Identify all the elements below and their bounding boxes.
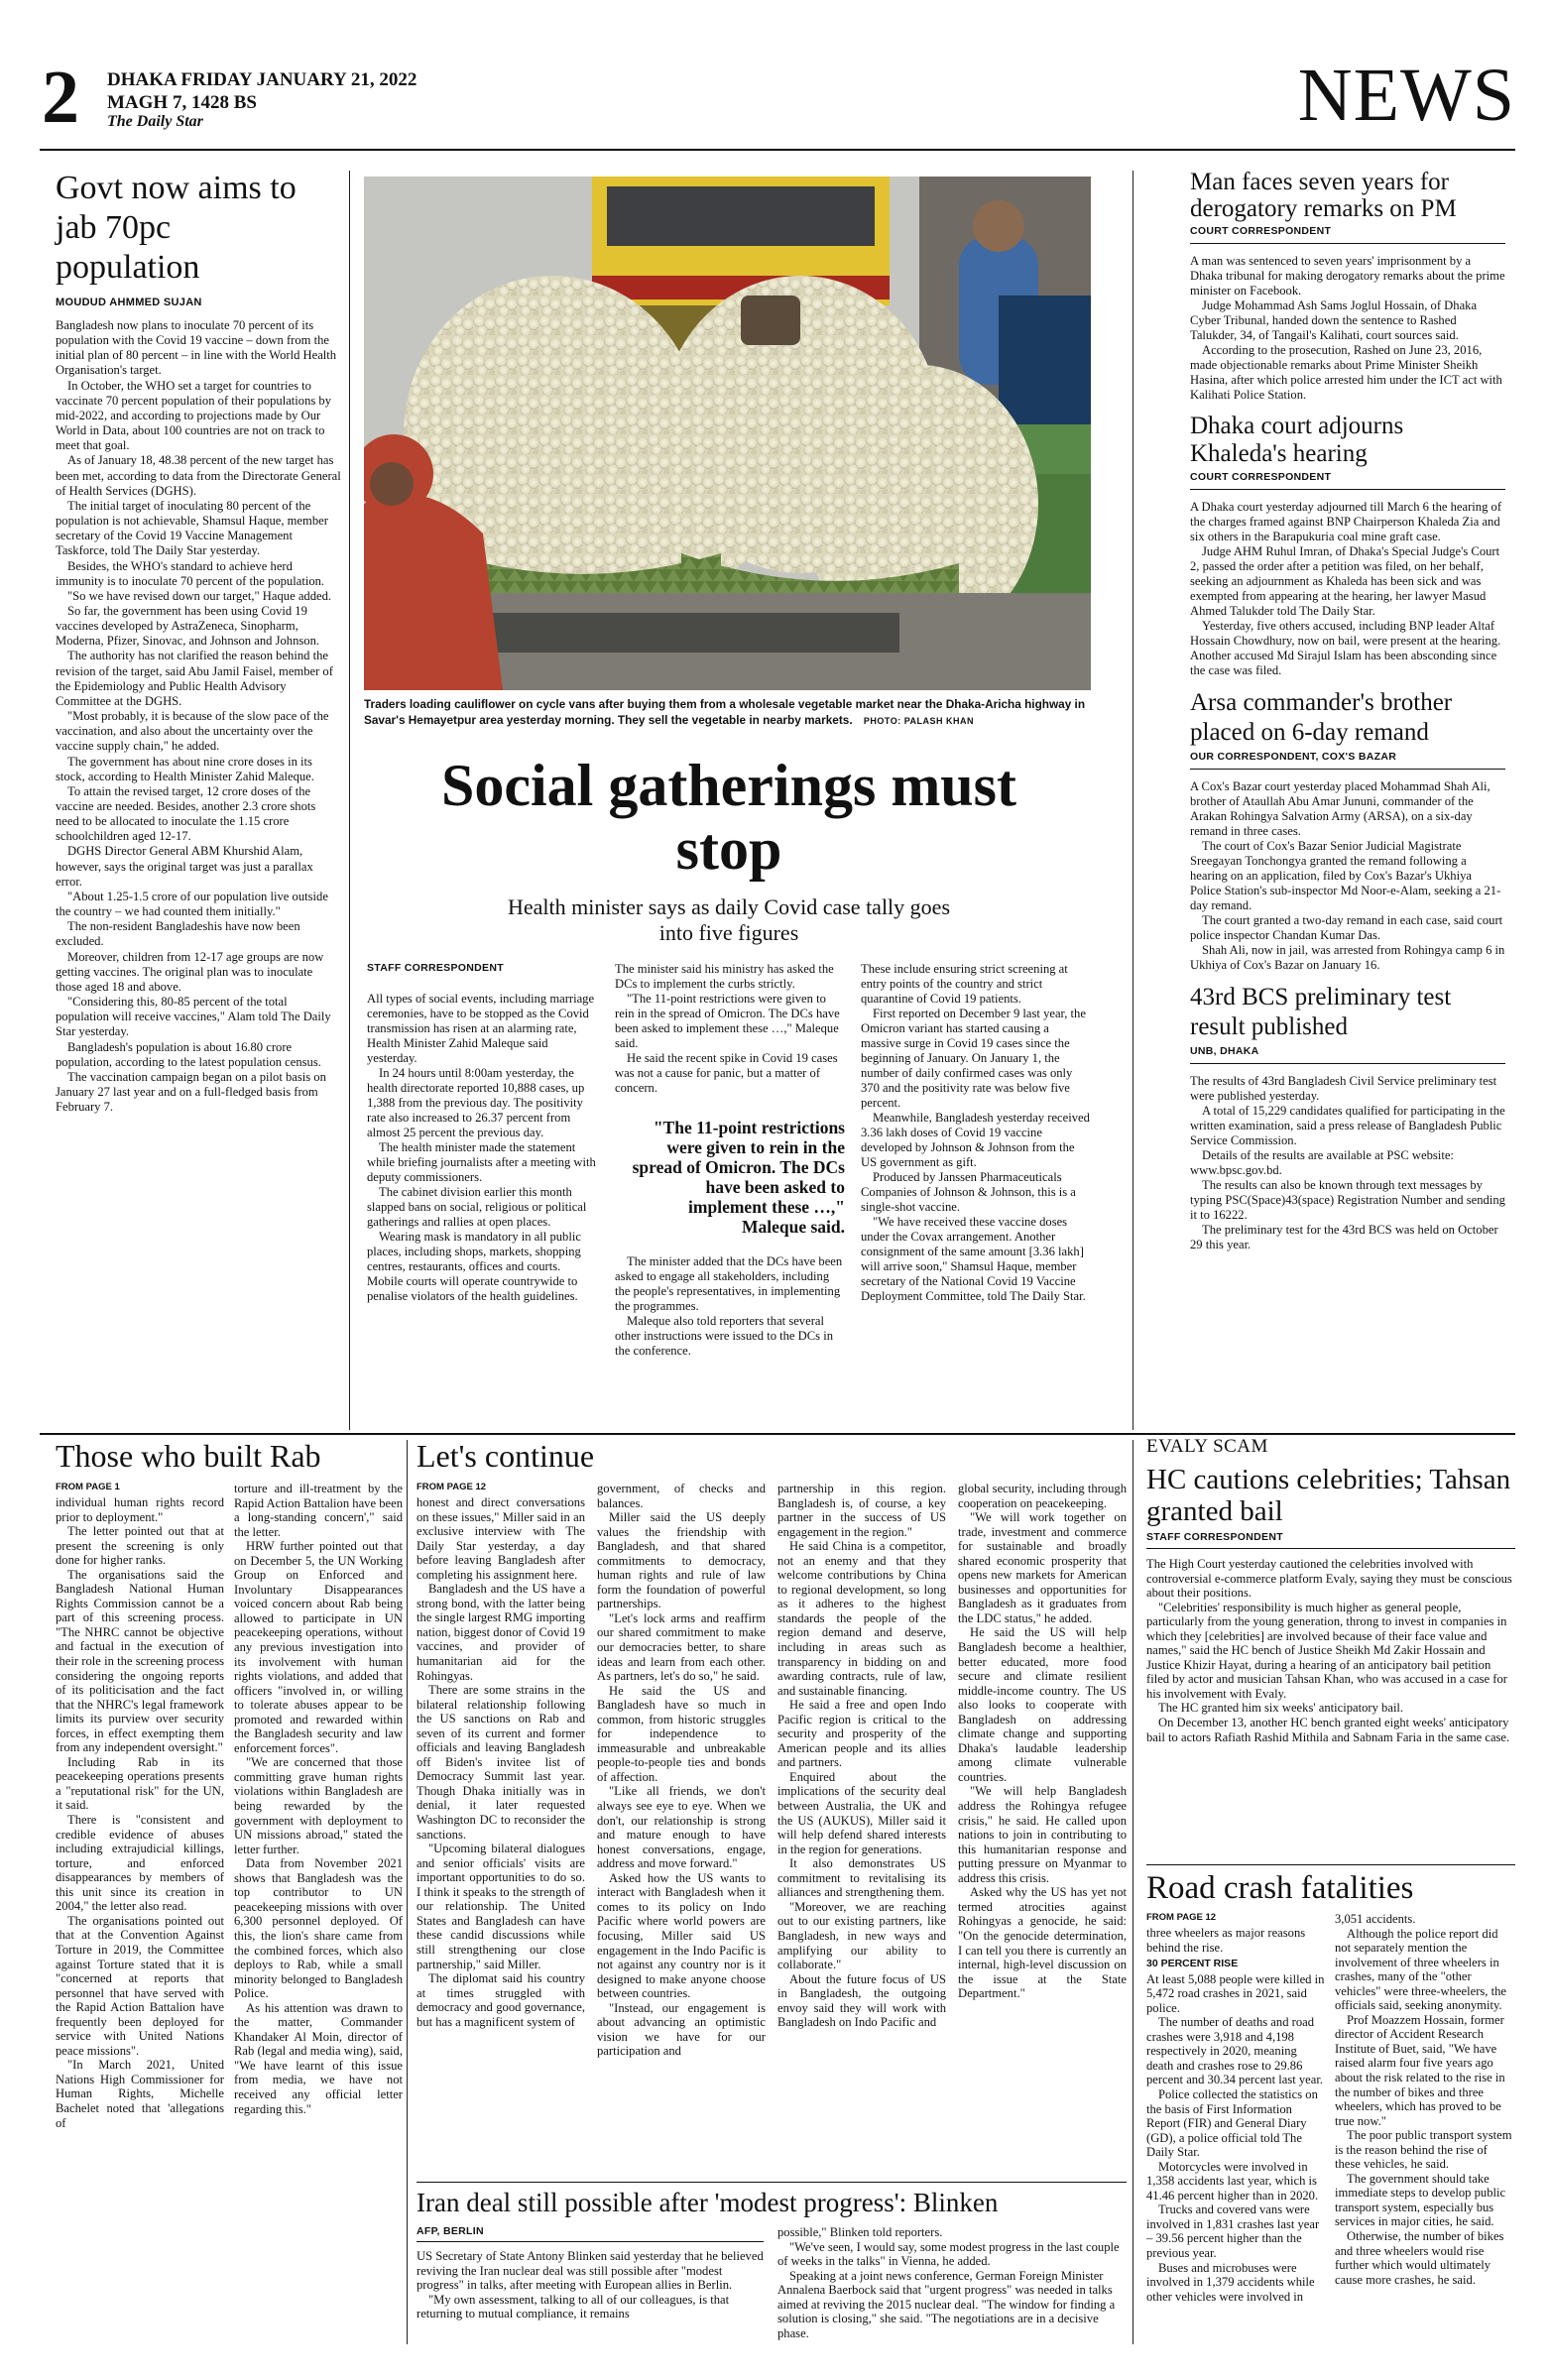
- paragraph: Bangladesh and the US have a strong bond, with the latter being the single largest RMG importing nation, biggest donor of Covid 19 vaccines, and provider of humanitarian aid for the Rohingyas.: [417, 1582, 586, 1683]
- evaly-story: [1146, 1436, 1515, 1744]
- paragraph: All types of social events, including marriage ceremonies, have to be stopped as the Covid transmission has risen at an alarming rate, Health Minister Zahid Maleque said yesterday.: [367, 992, 595, 1065]
- paragraph: Yesterday, five others accused, including BNP leader Altaf Hossain Chowdhury, now on bail, were present at the hearing. Another accused Md Sirajul Islam has been absconding since the case was filed.: [1190, 619, 1501, 677]
- masthead-rule: [40, 149, 1515, 151]
- interview-col-2: [597, 1482, 766, 2059]
- bangla-date: MAGH 7, 1428 BS: [107, 92, 257, 113]
- paragraph: US Secretary of State Antony Blinken said yesterday that he believed reviving the Iran nuclear deal was still possible after "modest progress" in talks, after meeting with European allies in Berlin.: [417, 2249, 764, 2293]
- photo-credit: PHOTO: PALASH KHAN: [863, 715, 975, 726]
- paragraph: DGHS Director General ABM Khurshid Alam, however, says the original target was just a parallax error.: [56, 844, 313, 889]
- paragraph: First reported on December 9 last year, the Omicron variant has started causing a massive surge in Covid 19 cases since the beginning of January. On January 1, the number of daily confirmed cases was only 370 and the positivity rate was below five percent.: [861, 1007, 1086, 1110]
- paragraph: "Like all friends, we don't always see eye to eye. When we don't, our relationship is strong and mature enough to have honest conversations, engage, address and move forward.": [597, 1784, 766, 1871]
- paragraph: He said the US and Bangladesh have so much in common, from historic struggles for independence to immeasurable and unbreakable people-to-people ties and bonds of affection.: [597, 1683, 766, 1784]
- bcs-headline: 43rd BCS preliminary test result published: [1190, 984, 1452, 1040]
- lead-byline: STAFF CORRESPONDENT: [367, 962, 504, 974]
- paragraph: The organisations said the Bangladesh National Human Rights Commission cannot be a part of this screening process. "The NHRC cannot be objective and factual in the execution of their role in the screening process considering the ongoing reports of its politicisation and the fact that the NHRC's legal framework limits its purview over security forces, in effect exempting them from any independent oversight.": [56, 1567, 224, 1755]
- khaleda-body: [1190, 500, 1505, 678]
- evaly-body: [1146, 1557, 1515, 1744]
- rab-col-1: [56, 1495, 224, 2130]
- paragraph: The poor public transport system is the reason behind the rise of these vehicles, he said.: [1335, 2128, 1512, 2172]
- iran-byline: AFP, BERLIN: [417, 2225, 484, 2237]
- paragraph: The letter pointed out that at present the screening is only done for higher ranks.: [56, 1524, 224, 1568]
- paragraph: He said the US will help Bangladesh become a healthier, better educated, more food secure and climate resilient middle-income country. The US also looks to cooperate with Bangladesh on addressing climate change and supporting Dhaka's laudable leadership among climate vulnerable countries.: [958, 1625, 1127, 1784]
- paragraph: A Cox's Bazar court yesterday placed Mohammad Shah Ali, brother of Ataullah Abu Amar Jununi, commander of the Arakan Rohingya Salvation Army (ARSA), on a six-day remand in three cases.: [1190, 779, 1490, 838]
- section-rule: [417, 2182, 1127, 2183]
- paragraph: The preliminary test for the 43rd BCS was held on October 29 this year.: [1190, 1223, 1498, 1251]
- paragraph: Although the police report did not separately mention the involvement of three wheelers in crashes, many of the "other vehicles" were three-wheelers, the officials said, seeking anonymity.: [1335, 1926, 1506, 2013]
- paragraph: Bangladesh now plans to inoculate 70 percent of its population with the Covid 19 vaccine – down from the initial plan of 80 percent – in line with the World Health Organisation's target.: [56, 318, 337, 378]
- paragraph: The number of deaths and road crashes were 3,918 and 4,198 respectively in 2020, meaning death and crashes rose to 29.86 percent and 30.34 percent last year.: [1146, 2015, 1323, 2087]
- iran-headline: Iran deal still possible after 'modest progress': Blinken: [417, 2188, 999, 2217]
- paragraph: He said the recent spike in Covid 19 cases was not a cause for panic, but a matter of concern.: [615, 1051, 838, 1095]
- vaccine-story: [56, 169, 341, 1115]
- column-divider: [407, 1440, 408, 2344]
- photo-caption: [364, 697, 1091, 729]
- paragraph: partnership in this region. Bangladesh is, of course, a key partner in the success of US engagement in the region.": [777, 1482, 946, 1539]
- paragraph: torture and ill-treatment by the Rapid Action Battalion have been a long-standing concern'," said the letter.: [234, 1482, 403, 1539]
- paragraph: A Dhaka court yesterday adjourned till March 6 the hearing of the charges framed against BNP Chairperson Khaleda Zia and six others in the Barapukuria coal mine graft case.: [1190, 500, 1502, 543]
- paragraph: Otherwise, the number of bikes and three wheelers would rise further which would ultimately cause more crashes, he said.: [1335, 2229, 1504, 2287]
- paragraph: 3,051 accidents.: [1335, 1912, 1416, 1926]
- paragraph: About the future focus of US in Bangladesh, the outgoing envoy said they will work with Bangladesh on Indo Pacific and: [777, 1971, 946, 2030]
- evaly-kicker: EVALY SCAM: [1146, 1436, 1268, 1457]
- paragraph: global security, including through cooperation on peacekeeping.: [958, 1482, 1127, 1510]
- lead-subhead: Health minister says as daily Covid case tally goes into five figures: [507, 894, 950, 945]
- paragraph: The cabinet division earlier this month slapped bans on social, religious or political gatherings and rallies at open places.: [367, 1185, 587, 1229]
- interview-col-4: [958, 1482, 1127, 2001]
- interview-col-3: [777, 1482, 946, 2030]
- byline-rule: [1190, 489, 1505, 490]
- paragraph: "In March 2021, United Nations High Commissioner for Human Rights, Michelle Bachelet noted that 'allegations of: [56, 2058, 224, 2130]
- paragraph: The results can also be known through text messages by typing PSC(Space)43(space) Registration Number and sending it to 16222.: [1190, 1178, 1505, 1222]
- paragraph: Motorcycles were involved in 1,358 accidents last year, which is 41.46 percent higher than in 2020.: [1146, 2159, 1319, 2202]
- evaly-headline: HC cautions celebrities; Tahsan granted bail: [1146, 1464, 1511, 1527]
- pm-remarks-byline: COURT CORRESPONDENT: [1190, 225, 1332, 237]
- lead-pullquote-attribution: Maleque said.: [741, 1217, 845, 1237]
- paragraph: In October, the WHO set a target for countries to vaccinate 70 percent population of their populations by mid-2022, and according to projections made by Our World in Data, about 100 countries are not on track to meet that goal.: [56, 378, 332, 453]
- section-rule: [40, 1433, 1515, 1435]
- pm-remarks-body: [1190, 254, 1505, 403]
- paragraph: Judge Mohammad Ash Sams Joglul Hossain, of Dhaka Cyber Tribunal, handed down the sentence to Rashed Talukder, 34, of Tangail's Kalihati, court sources said.: [1190, 298, 1478, 342]
- paragraph: The non-resident Bangladeshis have now been excluded.: [56, 919, 300, 949]
- lead-pullquote-text: "The 11-point restrictions were given to rein in the spread of Omicron. The DCs have been asked to implement these …,": [632, 1118, 845, 1217]
- paragraph: three wheelers as major reasons behind the rise.: [1146, 1926, 1306, 1955]
- pm-remarks-headline: Man faces seven years for derogatory remarks on PM: [1190, 169, 1457, 222]
- market-scene-image: [364, 177, 1091, 690]
- paragraph: To attain the revised target, 12 crore doses of the vaccine are needed. Besides, another 2.3 crore shots need to be allocated to inoculate the 1.15 crore schoolchildren aged 12-17.: [56, 783, 316, 844]
- byline-rule: [1190, 1063, 1505, 1064]
- paragraph: Data from November 2021 shows that Bangladesh was the top contributor to UN peacekeeping missions with over 6,300 personnel deployed. Of this, the lion's share came from the combined forces, which also deploys to Rab, while a small minority belonged to Bangladesh Police.: [234, 1856, 403, 2001]
- paragraph: HRW further pointed out that on December 5, the UN Working Group on Enforced and Involuntary Disappearances voiced concern about Rab being allowed to participate in UN peacekeeping operations, without any previous investigation into its involvement with human rights violations, and added that officers "involved in, or willing to tolerate abuses appear to be promoted and rewarded within the Bangladesh security and law enforcement forces".: [234, 1539, 403, 1755]
- paragraph: Buses and microbuses were involved in 1,379 accidents while other vehicles were involved in: [1146, 2260, 1315, 2304]
- paragraph: "Upcoming bilateral dialogues and senior officials' visits are important opportunities to do so. I think it speaks to the strength of our relationship. The United States and Bangladesh can have these candid discussions while still strengthening our close partnership," said Miller.: [417, 1842, 585, 1971]
- paragraph: Including Rab in its peacekeeping operations presents a "reputational risk" for the UN, it said.: [56, 1754, 224, 1813]
- paragraph: As of January 18, 48.38 percent of the new target has been met, according to data from the Directorate General of Health Services (DGHS).: [56, 453, 341, 498]
- interview-from-page: FROM PAGE 12: [417, 1482, 487, 1492]
- paragraph: Asked how the US wants to interact with Bangladesh when it comes to its policy on Indo Pacific where world powers are focusing, Miller said US engagement in the Indo Pacific is not against any country nor is it designed to make anyone choose between countries.: [597, 1870, 766, 2001]
- paragraph: Prof Moazzem Hossain, former director of Accident Research Institute of Buet, said, "We have raised alarm four five years ago about the risk related to the rise in the number of bikes and three wheelers, which has proved to be true now.": [1335, 2012, 1505, 2128]
- paragraph: Bangladesh's population is about 16.80 crore population, according to the latest population census.: [56, 1039, 321, 1069]
- arsa-byline: OUR CORRESPONDENT, COX'S BAZAR: [1190, 751, 1397, 763]
- paragraph: He said China is a competitor, not an enemy and that they welcome contributions by China to regional development, so long as it adheres to the highest standards the people of the region demand and deserve, including in areas such as transparency in bidding on and awarding contracts, rule of law, and sustainable financing.: [777, 1539, 946, 1698]
- paragraph: government, of checks and balances.: [597, 1482, 766, 1510]
- paragraph: Enquired about the implications of the security deal between Australia, the UK and the US (AUKUS), Miller said it will help defend shared interests in the region for generations.: [777, 1769, 946, 1856]
- paragraph: Maleque also told reporters that several other instructions were issued to the DCs in the conference.: [615, 1314, 834, 1358]
- paragraph: Police collected the statistics on the basis of First Information Report (FIR) and General Diary (GD), a police official told The Daily Star.: [1146, 2087, 1318, 2160]
- paragraph: Shah Ali, now in jail, was arrested from Rohingya camp 6 in Ukhiya of Cox's Bazar on January 16.: [1190, 943, 1505, 972]
- paragraph: Produced by Janssen Pharmaceuticals Companies of Johnson & Johnson, this is a single-shot vaccine.: [861, 1170, 1076, 1214]
- paragraph: It also demonstrates US commitment to revitalising its alliances and strengthening them.: [777, 1856, 946, 1900]
- paragraph: "We will work together on trade, investment and commerce for sustainable and broadly shared economic prosperity that opens new markets for American businesses and opportunities for Bangladesh as it graduates from the LDC status," he added.: [958, 1510, 1127, 1625]
- paragraph: The court of Cox's Bazar Senior Judicial Magistrate Sreegayan Tonchongya granted the remand following a hearing on an application, filed by Cox's Bazar's Ukhiya Police Station's sub-inspector Md Noor-e-Alam, seeking a 21-day remand.: [1190, 839, 1501, 912]
- photo-caption-text: Traders loading cauliflower on cycle vans after buying them from a wholesale vegetable market near the Dhaka-Aricha highway in Savar's Hemayetpur area yesterday morning. They sell the vegetable in nearby markets.: [364, 697, 1086, 727]
- paragraph: "Celebrities' responsibility is much higher as general people, particularly from the young generation, throng to invest in companies in which they [celebrities] are involved because of their face value and names," said the HC bench of Justice Sheikh Md Zakir Hossain and Justice Khizir Hayat, during a hearing of an anticipatory bail petition filed by actor and musician Tahsan Khan, who was accused in a case for his involvement with Evaly.: [1146, 1600, 1507, 1701]
- lead-headline: Social gatherings must stop: [440, 753, 1017, 882]
- paragraph: possible," Blinken told reporters.: [777, 2225, 943, 2239]
- iran-col-2: [777, 2225, 1127, 2340]
- paragraph: The initial target of inoculating 80 percent of the population is not achievable, Shamsul Haque, member secretary of the Covid 19 Vaccine Management Taskforce, told The Daily Star yesterday.: [56, 498, 328, 558]
- byline-rule: [1146, 1548, 1515, 1549]
- rab-col-2: [234, 1482, 403, 2116]
- paragraph: At least 5,088 people were killed in 5,472 road crashes in 2021, said police.: [1146, 1971, 1325, 2015]
- paragraph: A total of 15,229 candidates qualified for participating in the written examination, said a press release of Bangladesh Public Service Commission.: [1190, 1104, 1505, 1147]
- paragraph: There is "consistent and credible evidence of abuses including extrajudicial killings, torture, and enforced disappearances by members of this unit since its creation in 2004," the letter also read.: [56, 1813, 224, 1914]
- khaleda-headline: Dhaka court adjourns Khaleda's hearing: [1190, 413, 1404, 467]
- arsa-body: [1190, 779, 1505, 973]
- paragraph: "About 1.25-1.5 crore of our population live outside the country – we had counted them initially.": [56, 889, 328, 919]
- paragraph: "Let's lock arms and reaffirm our shared commitment to make our democracies better, to share ideas and learn from each other. As partners, let's do so," he said.: [597, 1610, 766, 1684]
- paragraph: "The 11-point restrictions were given to rein in the spread of Omicron. The DCs have been asked to implement these …," Maleque said.: [615, 992, 840, 1050]
- paragraph: The minister added that the DCs have been asked to engage all stakeholders, including the people's representatives, in implementing the programmes.: [615, 1254, 843, 1313]
- road-subhead: 30 PERCENT RISE: [1146, 1958, 1239, 1970]
- paragraph: The court granted a two-day remand in each case, said court police inspector Chandan Kumar Das.: [1190, 913, 1503, 942]
- right-column: [1190, 169, 1505, 1252]
- paragraph: A man was sentenced to seven years' imprisonment by a Dhaka tribunal for making derogatory remarks about the prime minister on Facebook.: [1190, 254, 1505, 298]
- paragraph: "Considering this, 80-85 percent of the total population will receive vaccines," Alam told The Daily Star yesterday.: [56, 995, 331, 1039]
- paragraph: The diplomat said his country at times struggled with democracy and good governance, but has a magnificent system of: [417, 1971, 585, 2029]
- paragraph: Meanwhile, Bangladesh yesterday received 3.36 lakh doses of Covid 19 vaccine developed by Johnson & Johnson from the US government as gift.: [861, 1111, 1090, 1169]
- lead-col-2: [615, 962, 845, 1359]
- bcs-body: [1190, 1074, 1505, 1252]
- paragraph: On December 13, another HC bench granted eight weeks' anticipatory bail to actors Rafiath Rashid Mithila and Sabnam Faria in the same case.: [1146, 1716, 1510, 1744]
- lead-col-3: [861, 962, 1091, 1304]
- byline-rule: [1190, 769, 1505, 770]
- vaccine-body: [56, 318, 341, 1115]
- paragraph: "We have received these vaccine doses under the Covax arrangement. Another consignment of the same amount [3.36 lakh] will arrive soon," Shamsul Haque, member secretary of the National Covid 19 Vaccine Deployment Committee, told The Daily Star.: [861, 1215, 1086, 1303]
- paragraph: Asked why the US has yet not termed atrocities against Rohingyas a genocide, he said: "On the genocide determination, I can tell you there is currently an internal, high-level discussion on the issue at the State Department.": [958, 1885, 1127, 2001]
- lead-col-1: [367, 992, 597, 1304]
- evaly-byline: STAFF CORRESPONDENT: [1146, 1531, 1283, 1543]
- paragraph: Judge AHM Ruhul Imran, of Dhaka's Special Judge's Court 2, passed the order after a petition was filed, on her behalf, seeking an adjournment as Khaleda has been sick and was exempted from appearing at the hearing, her lawyer Masud Ahmed Talukder told The Daily Star.: [1190, 544, 1500, 618]
- byline-rule: [1190, 243, 1505, 244]
- paragraph: So far, the government has been using Covid 19 vaccines developed by AstraZeneca, Sinopharm, Moderna, Pfizer, Sinovac, and Johnson and Johnson.: [56, 603, 320, 649]
- paragraph: Speaking at a joint news conference, German Foreign Minister Annalena Baerbock said that "urgent progress" was needed in talks aimed at reviving the 2015 nuclear deal. "The window for finding a solution is closing," she said. "The negotiations are in a decisive phase.: [777, 2268, 1116, 2340]
- paragraph: Besides, the WHO's standard to achieve herd immunity is to inoculate 70 percent of the population.: [56, 558, 325, 588]
- paragraph: Trucks and covered vans were involved in 1,831 crashes last year – 39.56 percent higher than the previous year.: [1146, 2202, 1320, 2261]
- paragraph: There are some strains in the bilateral relationship following the US sanctions on Rab and seven of its current and former officials and leaving Bangladesh off Biden's invitee list of Democracy Summit last year. Though Dhaka initially was in denial, it later requested Washington DC to reconsider the sanctions.: [417, 1683, 585, 1842]
- paragraph: "So we have revised down our target," Haque added.: [67, 588, 332, 603]
- interview-col-1: [417, 1495, 585, 2029]
- paragraph: The government should take immediate steps to develop public transport system, especially bus services in major cities, he said.: [1335, 2171, 1506, 2229]
- paragraph: The organisations pointed out that at the Convention Against Torture in 2019, the Committee against Torture stated that it is "concerned at reports that personnel that have served with the Rapid Action Battalion have frequently been deployed for service with United Nations peace missions".: [56, 1913, 224, 2058]
- byline-rule: [417, 2241, 764, 2242]
- dateline: DHAKA FRIDAY JANUARY 21, 2022: [107, 69, 417, 90]
- section-title: NEWS: [1297, 54, 1515, 137]
- paragraph: Moreover, children from 12-17 age groups are now getting vaccines. The original plan was to inoculate those aged 18 and above.: [56, 949, 324, 994]
- bcs-byline: UNB, DHAKA: [1190, 1045, 1259, 1057]
- paragraph: individual human rights record prior to deployment.": [56, 1495, 224, 1524]
- paragraph: "Instead, our engagement is about advancing an optimistic vision we have for our participation and: [597, 2000, 766, 2059]
- interview-headline: Let's continue: [417, 1438, 595, 1474]
- paragraph: Details of the results are available at PSC website: www.bpsc.gov.bd.: [1190, 1148, 1454, 1177]
- paragraph: "We will help Bangladesh address the Rohingya refugee crisis," he said. He called upon nations to join in contributing to this humanitarian response and putting pressure on Myanmar to address this crisis.: [958, 1784, 1127, 1885]
- vaccine-headline: Govt now aims to jab 70pc population: [56, 170, 297, 286]
- paragraph: The HC granted him six weeks' anticipatory bail.: [1158, 1701, 1404, 1716]
- road-col-2: [1335, 1912, 1515, 2287]
- paragraph: Miller said the US deeply values the friendship with Bangladesh, and that shared commitments to democracy, human rights and rule of law form the foundation of powerful partnerships.: [597, 1510, 766, 1611]
- paragraph: The government has about nine crore doses in its stock, according to Health Minister Zahid Maleque.: [56, 754, 314, 783]
- road-col-1: [1146, 1926, 1325, 2304]
- paragraph: The vaccination campaign began on a pilot basis on January 27 last year and on a full-fledged basis from February 7.: [56, 1069, 326, 1115]
- paragraph: Wearing mask is mandatory in all public places, including shops, markets, shopping centres, restaurants, offices and courts. Mobile courts will operate countrywide to penalise violators of the health guidelines.: [367, 1230, 581, 1303]
- paragraph: In 24 hours until 8:00am yesterday, the health directorate reported 10,888 cases, up 1,388 from the previous day. The positivity rate also increased to 26.37 percent from almost 25 percent the previous day.: [367, 1066, 585, 1139]
- paragraph: As his attention was drawn to the matter, Commander Khandaker Al Moin, director of Rab (legal and media wing), said, "We have learnt of this issue from media, we have not received any official letter regarding this.": [234, 2000, 403, 2116]
- road-from-page: FROM PAGE 12: [1146, 1912, 1217, 1923]
- section-rule: [1146, 1864, 1515, 1865]
- paragraph: "Most probably, it is because of the slow pace of the vaccination, and also about the uncertainty over the vaccine supply chain," he added.: [56, 709, 329, 754]
- vaccine-byline: MOUDUD AHMMED SUJAN: [56, 297, 202, 308]
- paragraph: The High Court yesterday cautioned the celebrities involved with controversial e-commerce platform Evaly, saying they must be conscious about their positions.: [1146, 1557, 1512, 1601]
- column-divider: [349, 171, 350, 1430]
- khaleda-byline: COURT CORRESPONDENT: [1190, 471, 1332, 483]
- paragraph: According to the prosecution, Rashed on June 23, 2016, made objectionable remarks about Prime Minister Sheikh Hasina, after which police arrested him under the ICT act with Kalihati Police Station.: [1190, 343, 1502, 402]
- paper-logo: The Daily Star: [107, 113, 203, 130]
- paragraph: The minister said his ministry has asked the DCs to implement the curbs strictly.: [615, 962, 834, 991]
- rab-headline: Those who built Rab: [56, 1438, 321, 1474]
- paragraph: honest and direct conversations on these issues," Miller said in an exclusive interview with The Daily Star yesterday, a day before leaving Bangladesh after completing his assignment here.: [417, 1495, 585, 1582]
- paragraph: He said a free and open Indo Pacific region is critical to the security and prosperity of the American people and its allies and partners.: [777, 1698, 946, 1770]
- paragraph: "Moreover, we are reaching out to our existing partners, like Bangladesh, in new ways and amplifying our ability to collaborate.": [777, 1899, 946, 1972]
- paragraph: These include ensuring strict screening at entry points of the country and strict quarantine of Covid 19 patients.: [861, 962, 1068, 1006]
- arsa-headline: Arsa commander's brother placed on 6-day remand: [1190, 689, 1453, 746]
- rab-from-page: FROM PAGE 1: [56, 1482, 120, 1492]
- paragraph: "We've seen, I would say, some modest progress in the last couple of weeks in the talks" in Vienna, he added.: [777, 2239, 1120, 2269]
- lead-pullquote: [623, 1118, 845, 1237]
- paragraph: "We are concerned that those committing grave human rights violations within Bangladesh are being rewarded by the government with deployment to UN missions abroad," stated the letter further.: [234, 1755, 403, 1856]
- paragraph: The authority has not clarified the reason behind the revision of the target, said Abu Jamil Faisel, member of the Epidemiology and Public Health Advisory Committee at the DGHS.: [56, 649, 333, 708]
- iran-col-1: [417, 2249, 764, 2321]
- paragraph: "My own assessment, talking to all of our colleagues, is that returning to mutual compliance, it remains: [417, 2292, 730, 2321]
- paragraph: The results of 43rd Bangladesh Civil Service preliminary test were published yesterday.: [1190, 1074, 1497, 1103]
- road-headline: Road crash fatalities: [1146, 1870, 1414, 1906]
- cauliflower-photo: [364, 177, 1091, 690]
- paragraph: The health minister made the statement while briefing journalists after a meeting with deputy commissioners.: [367, 1140, 596, 1184]
- page-number: 2: [42, 56, 79, 139]
